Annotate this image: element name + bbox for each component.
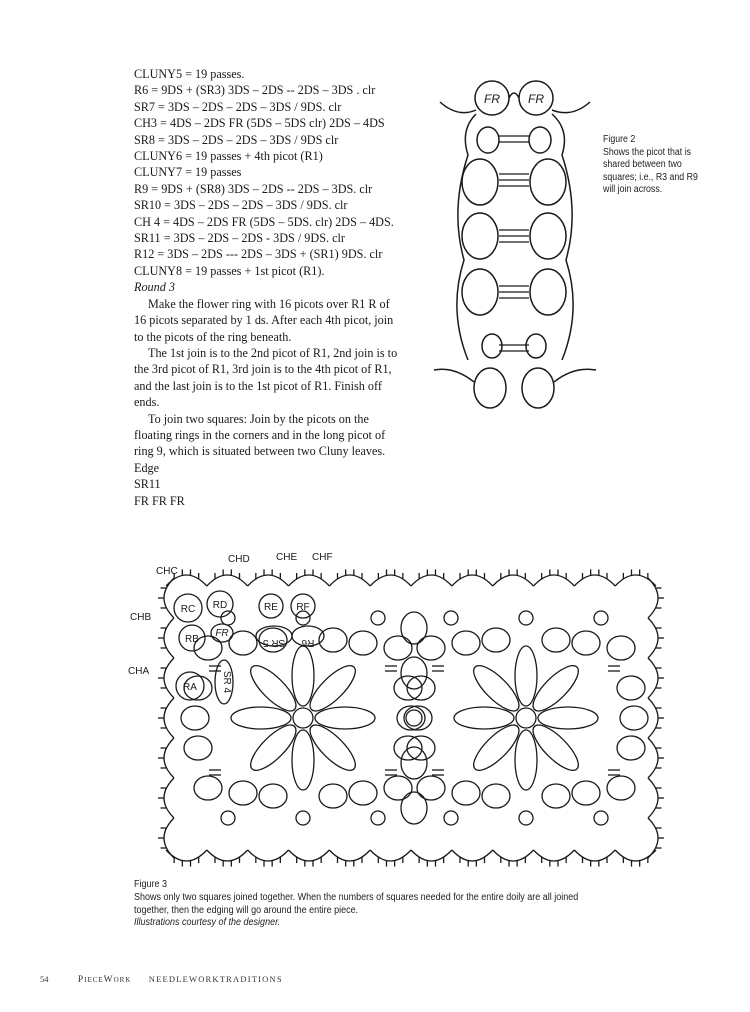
edging-scallop [370,575,411,586]
figure3-caption [134,879,638,930]
shared-ring [401,747,427,779]
edging-scallop [248,850,289,861]
figure2-diagram [430,70,600,420]
instruction-lines-a [134,66,434,279]
edging-scallop [574,850,615,861]
edging-scallop [648,738,658,778]
edging-scallop [207,575,248,586]
figure3-labels [128,552,333,694]
figure2-side-chain-right [552,114,573,360]
instruction-line: SR10 = 3DS – 2DS – 2DS – 3DS / 9DS. clr [134,198,348,213]
cluny-leaf [292,730,314,790]
small-ring [221,811,235,825]
edging-scallop [248,575,289,586]
figure2-small-ring [526,334,546,358]
instruction-line: SR11 = 3DS – 2DS – 2DS - 3DS / 9DS. clr [134,231,345,246]
small-ring [221,611,235,625]
paragraph-join-squares [134,411,434,460]
ring [259,784,287,808]
figure2-top-bridge [509,93,519,98]
edging-scallop [289,850,330,861]
cluny-leaf [527,719,585,777]
instruction-line: CLUNY5 = 19 passes. [134,67,245,81]
cluny-leaf [467,719,525,777]
figure2-small-ring [477,127,499,153]
figure2-small-ring [529,127,551,153]
paragraph-line: the 3rd picot of R1, 3rd join is to the 4th picot of R1, [134,362,392,377]
instruction-line: R12 = 3DS – 2DS --- 2DS – 3DS + (SR1) 9DS. clr [134,247,383,262]
ring [319,784,347,808]
edge-heading: Edge [134,460,160,475]
edging-scallop [493,575,534,586]
figure2-caption-line: Shows the picot that is [603,146,692,158]
ring [397,706,425,730]
instruction-line: R6 = 9DS + (SR3) 3DS – 2DS -- 2DS – 3DS . clr [134,83,376,98]
figure2-top-chain-left [440,102,476,113]
ring [404,706,432,730]
paragraph-line: 16 picots separated by 1 ds. After each 4th picot, join [134,313,394,328]
ring [194,776,222,800]
figure2-bottom-chain-right [554,369,596,382]
figure2-bottom-ring [474,368,506,408]
figure3-caption-title: Figure 3 [134,879,168,890]
instruction-line: SR7 = 3DS – 2DS – 2DS – 3DS / 9DS. clr [134,99,342,114]
figure3-label-chd: CHD [228,554,250,565]
figure2-ring [462,159,498,205]
edging-scallop [329,850,370,861]
figure2-ring [530,269,566,315]
figure3-label-rc: RC [180,604,196,615]
figure3-label-rb: RB [185,634,199,645]
edging-scallop [452,850,493,861]
small-ring [371,811,385,825]
figure2-ring [462,213,498,259]
small-ring [296,811,310,825]
figure3-caption-credit: Illustrations courtesy of the designer. [134,917,281,929]
edging-scallop [411,850,452,861]
cluny-leaf [467,659,525,717]
edging-scallop [648,778,658,818]
edging-scallop [164,818,174,858]
figure3-label-chb: CHB [130,612,152,623]
shared-ring [401,612,427,644]
shared-ring [401,792,427,824]
ring [229,781,257,805]
small-ring [371,611,385,625]
figure2-ring [462,269,498,315]
cluny-leaf [292,646,314,706]
edging-scallop [164,778,174,818]
figure2-ring [530,159,566,205]
cluny-leaf [515,730,537,790]
figure3-label-rf: RF [296,602,310,613]
ring [607,636,635,660]
magazine-name: PieceWork [77,975,132,985]
ring [617,736,645,760]
cluny-leaf [527,659,585,717]
edging-scallop [164,618,174,658]
ring [384,776,412,800]
small-ring [444,811,458,825]
cluny-leaf [515,646,537,706]
paragraph-line: to the picots of the ring beneath. [134,329,292,344]
figure3-label-ra: RA [183,682,197,693]
cluny-leaf [315,707,375,729]
center-ring [516,708,536,728]
ring [542,784,570,808]
shared-ring [401,657,427,689]
small-ring [444,611,458,625]
small-ring [519,811,533,825]
edging-scallop [534,850,575,861]
instruction-line: CLUNY8 = 19 passes + 1st picot (R1). [134,263,325,278]
cluny-leaf [538,707,598,729]
paragraph-joins [134,345,434,411]
ring [181,706,209,730]
figure3-label-r6: R6 [301,637,315,648]
figure2-bottom-ring [522,368,554,408]
ring [620,706,648,730]
instruction-line: CLUNY6 = 19 passes + 4th picot (R1) [134,149,323,164]
ring [542,628,570,652]
figure3-label-che: CHE [276,552,298,563]
edging-scallop [452,575,493,586]
figure3-label-rd: RD [212,600,228,611]
figure3-diagram [126,548,676,878]
ring [452,781,480,805]
instruction-line: SR11 [134,477,161,492]
ring [482,784,510,808]
edging-scallop [164,658,174,698]
center-ring [293,708,313,728]
ring [349,781,377,805]
edging-scallop [164,738,174,778]
small-ring [594,611,608,625]
figure2-bottom-chain-left [434,369,474,382]
paragraph-line: To join two squares: Join by the picots on the [148,411,369,426]
edging-scallop [411,575,452,586]
figure2-top-chain-right [552,102,590,113]
figure2-side-chain-left [457,114,476,360]
ring [617,676,645,700]
figure3-label-fr: FR [215,628,229,639]
instruction-line: R9 = 9DS + (SR8) 3DS – 2DS -- 2DS – 3DS. clr [134,181,373,196]
edging-scallop [648,578,658,618]
small-ring [594,811,608,825]
ring [384,636,412,660]
instruction-line: CH 4 = 4DS – 2DS FR (5DS – 5DS. clr) 2DS – 4DS. [134,214,394,229]
figure3-caption-line: Shows only two squares joined together. When the numbers of squares needed for the entire doily are all joined [134,891,579,903]
ring [482,628,510,652]
figure2-caption [603,134,700,197]
instruction-line: FR FR FR [134,493,185,508]
figure2-ring [530,213,566,259]
edging-scallop [370,850,411,861]
paragraph-flower-ring [134,296,434,345]
figure2-small-ring [482,334,502,358]
figure3-label-re: RE [264,602,278,613]
ring [349,631,377,655]
figure3-label-sr4: SR 4 [221,670,232,694]
paragraph-line: Make the flower ring with 16 picots over R1 R of [148,296,390,311]
ring [452,631,480,655]
figure3-label-chf: CHF [312,552,333,563]
page-number: 54 [40,974,49,984]
cluny-leaf [231,707,291,729]
edging-scallop [329,575,370,586]
cluny-leaf [244,719,302,777]
figure3-label-cha: CHA [128,666,150,677]
edging-scallop [289,575,330,586]
edging-scallop [648,618,658,658]
cluny-leaf [244,659,302,717]
edging-scallop [493,850,534,861]
edging-scallop [164,698,174,738]
cluny-leaf [304,719,362,777]
cluny-leaf [454,707,514,729]
cluny-leaf [304,659,362,717]
paragraph-line: and the last join is to the 1st picot of R1. Finish off [134,378,382,393]
edging-scallop [648,818,658,858]
ring [607,776,635,800]
figure2-label-fr-left: FR [484,92,500,106]
small-ring [519,611,533,625]
instruction-line: CLUNY7 = 19 passes [134,165,242,180]
instruction-line: CH3 = 4DS – 2DS FR (5DS – 5DS clr) 2DS – 4DS [134,116,385,131]
edging-scallop [648,698,658,738]
edging-scallop [574,575,615,586]
edging-scallop [648,658,658,698]
figure2-label-fr-right: FR [528,92,544,106]
figure2-caption-line: squares; i.e., R3 and R9 [603,171,698,183]
figure2-join-picots [499,136,529,351]
figure2-caption-title: Figure 2 [603,134,636,145]
paragraph-line: floating rings in the corners and in the long picot of [134,427,386,442]
ring [184,736,212,760]
pattern-instructions [134,66,434,509]
figure2-caption-line: shared between two [603,159,682,170]
figure3-label-sr5: SR 5 [262,637,286,648]
ring [572,631,600,655]
ring [572,781,600,805]
figure3-label-chc: CHC [156,566,178,577]
edging-scallop [164,578,174,618]
ring [417,636,445,660]
paragraph-line: ends. [134,395,160,410]
figure3-caption-line: together, then the edging will go around the entire piece. [134,904,359,916]
edging-scallop [534,575,575,586]
page-footer [40,974,283,985]
edging-scallop [207,850,248,861]
paragraph-line: ring 9, which is situated between two Cluny leaves. [134,444,386,459]
paragraph-line: The 1st join is to the 2nd picot of R1, 2nd join is to [148,345,398,360]
shared-small-ring [406,710,422,726]
ring [417,776,445,800]
round-heading: Round 3 [134,280,175,295]
section-name: NEEDLEWORKTRADITIONS [148,974,283,984]
instruction-line: SR8 = 3DS – 2DS – 2DS – 3DS / 9DS clr [134,132,339,147]
figure2-caption-line: will join across. [603,184,663,195]
